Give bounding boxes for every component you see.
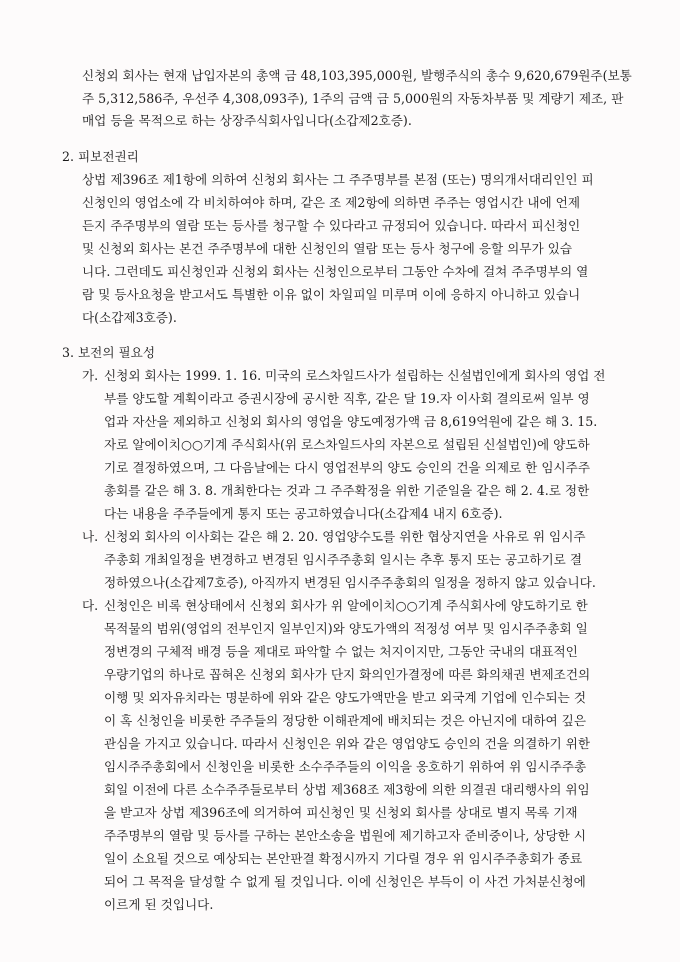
- item-line: 다는 내용을 주주들에게 통지 또는 공고하였습니다(소갑제4 내지 6호증).: [104, 506, 503, 521]
- item-line: 일이 소요될 것으로 예상되는 본안판결 확정시까지 기다릴 경우 위 임시주주총회가 종료: [104, 851, 582, 866]
- item-line: 정변경의 구체적 배경 등을 제대로 파악할 수 없는 처지이지만, 그동안 국내의 대표적인: [104, 644, 578, 659]
- item-line: 목적물의 범위(영업의 전부인지 일부인지)와 양도가액의 적정성 여부 및 임시주주총회 일: [104, 621, 588, 636]
- item-line: 임시주주총회에서 신청인을 비롯한 소수주주들의 이익을 옹호하기 위하여 위 임시주주총: [104, 759, 587, 774]
- item-line: 우량기업의 하나로 꼽혀온 신청외 회사가 단지 화의인가결정에 따른 화의채권 변제조건의: [104, 667, 591, 682]
- item-line: 주주명부의 열람 및 등사를 구하는 본안소송을 법원에 제기하고자 준비중이나, 상당한 시: [104, 828, 586, 843]
- item-line: 주총회 개최일정을 변경하고 변경된 임시주주총회 일시는 추후 통지 또는 공고하기로 결: [104, 552, 582, 567]
- item-line: 부를 양도할 계획이라고 증권시장에 공시한 직후, 같은 달 19.자 이사회 결의로써 일부 영: [104, 391, 590, 406]
- section-2-line: 신청인의 영업소에 각 비치하여야 하며, 같은 조 제2항에 의하면 주주는 영업시간 내에 언제: [82, 195, 581, 210]
- item-line: 기로 결정하였으며, 그 다음날에는 다시 영업전부의 양도 승인의 건을 의제로 한 임시주주: [104, 460, 590, 475]
- item-line: 관심을 가지고 있습니다. 따라서 신청인은 위와 같은 영업양도 승인의 건을 의결하기 위한: [104, 736, 590, 751]
- section-2-line: 람 및 등사요청을 받고서도 특별한 이유 없이 차일피일 미루며 이에 응하지 아니하고 있습니: [82, 287, 581, 302]
- item-line: 되어 그 목적을 달성할 수 없게 될 것입니다. 이에 신청인은 부득이 이 사건 가처분신청에: [104, 874, 586, 889]
- item-line: 이르게 된 것입니다.: [104, 897, 214, 912]
- item-label: 다.: [82, 598, 99, 613]
- item-line: 총회를 같은 해 3. 8. 개최한다는 것과 그 주주확정을 위한 기준일을 같은 해 2. 4.로 정한: [104, 483, 590, 498]
- intro-line: 주 5,312,586주, 우선주 4,308,093주), 1주의 금액 금 5,000원의 자동차부품 및 계량기 제조, 판: [82, 91, 624, 106]
- item-label: 가.: [82, 368, 99, 383]
- intro-line: 신청외 회사는 현재 납입자본의 총액 금 48,103,395,000원, 발행주식의 총수 9,620,679원주(보통: [82, 68, 632, 83]
- item-label: 나.: [82, 529, 99, 544]
- section-2-heading: 2. 피보전권리: [62, 149, 139, 164]
- section-2-line: 상법 제396조 제1항에 의하여 신청외 회사는 그 주주명부를 본점 (또는) 명의개서대리인인 피: [82, 172, 594, 187]
- item-line: 업과 자산을 제외하고 신청외 회사의 영업을 양도예정가액 금 8,619억원에 같은 해 3. 15.: [104, 414, 598, 429]
- item-line: 을 받고자 상법 제396조에 의거하여 피신청인 및 신청외 회사를 상대로 별지 목록 기재: [104, 805, 578, 820]
- section-3-heading: 3. 보전의 필요성: [62, 345, 156, 360]
- section-2-line: 다(소갑제3호증).: [82, 310, 177, 325]
- item-line: 이 혹 신청인을 비롯한 주주들의 정당한 이해관계에 배치되는 것은 아닌지에 대하여 깊은: [104, 713, 586, 728]
- section-2-line: 니다. 그런데도 피신청인과 신청외 회사는 신청인으로부터 그동안 수차에 걸쳐 주주명부의 열: [82, 264, 589, 279]
- item-line: 이행 및 외자유치라는 명분하에 위와 같은 양도가액만을 받고 외국계 기업에 인수되는 것: [104, 690, 586, 705]
- section-2-line: 든지 주주명부의 열람 또는 등사를 청구할 수 있다라고 규정되어 있습니다. 따라서 피신청인: [82, 218, 581, 233]
- item-line: 정하였으나(소갑제7호증), 아직까지 변경된 임시주주총회의 일정을 정하지 않고 있습니다.: [104, 575, 596, 590]
- item-line: 신청인은 비록 현상태에서 신청외 회사가 위 알에이치○○기계 주식회사에 양도하기로 한: [104, 598, 588, 613]
- item-line: 신청외 회사의 이사회는 같은 해 2. 20. 영업양수도를 위한 협상지연을 사유로 위 임시주: [104, 529, 586, 544]
- item-line: 신청외 회사는 1999. 1. 16. 미국의 로스차일드사가 설립하는 신설법인에게 회사의 영업 전: [104, 368, 606, 383]
- item-line: 회일 이전에 다른 소수주주들로부터 상법 제368조 제3항에 의한 의결권 대리행사의 위임: [104, 782, 590, 797]
- intro-line: 매업 등을 목적으로 하는 상장주식회사입니다(소갑제2호증).: [82, 113, 412, 128]
- section-2-line: 및 신청외 회사는 본건 주주명부에 대한 신청인의 열람 또는 등사 청구에 응할 의무가 있습: [82, 241, 573, 256]
- item-line: 자로 알에이치○○기계 주식회사(위 로스차일드사의 자본으로 설립된 신설법인)에 양도하: [104, 437, 590, 452]
